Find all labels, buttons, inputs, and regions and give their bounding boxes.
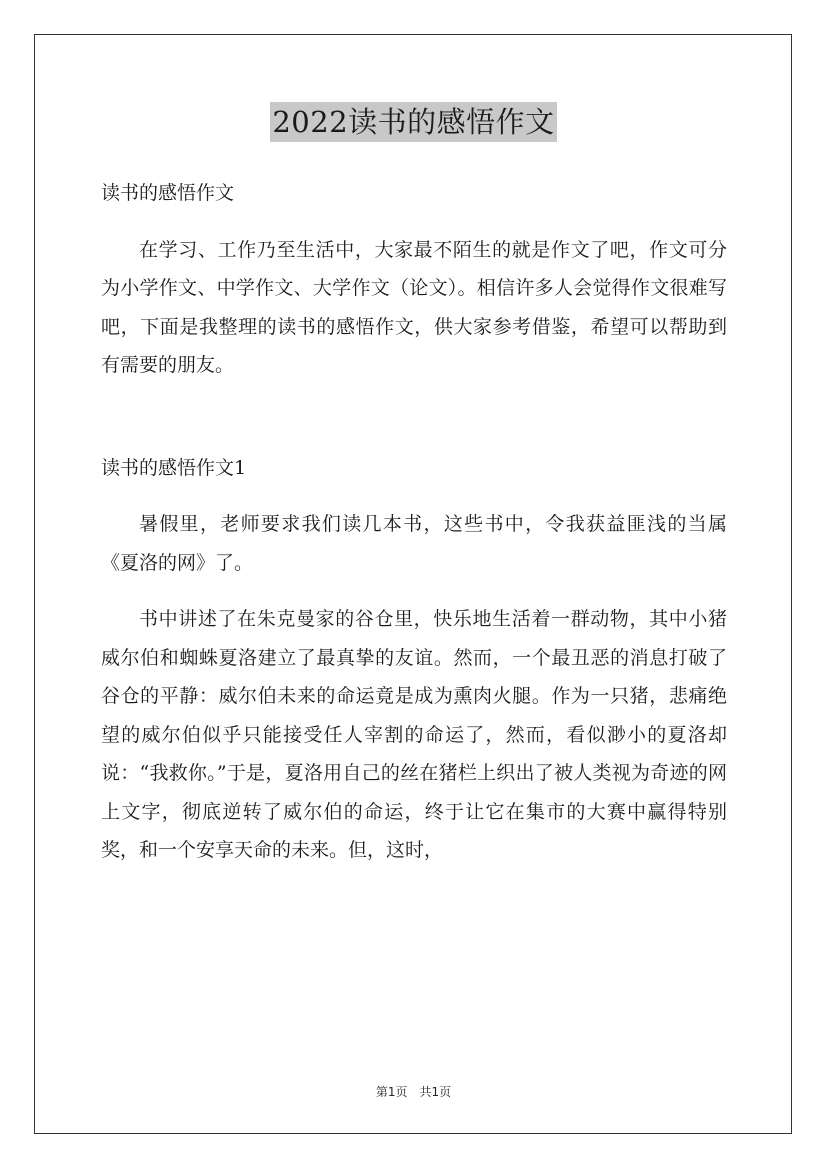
intro-paragraph: 在学习、工作乃至生活中，大家最不陌生的就是作文了吧，作文可分为小学作文、中学作文、大学作文（论文）。相信许多人会觉得作文很难写吧，下面是我整理的读书的感悟作文，供大家参考借鉴，希望可以帮助到有需要的朋友。 xyxy=(101,238,727,376)
page-footer: 第1页 共1页 xyxy=(375,1085,452,1099)
subtitle: 读书的感悟作文 xyxy=(101,182,235,204)
body-paragraph-2: 书中讲述了在朱克曼家的谷仓里，快乐地生活着一群动物，其中小猪威尔伯和蜘蛛夏洛建立了最真挚的友谊。然而，一个最丑恶的消息打破了谷仓的平静：威尔伯未来的命运竟是成为熏肉火腿。作为一只猪，悲痛绝望的威尔伯似乎只能接受任人宰割的命运了，然而，看似渺小的夏洛却说：“我救你。”于是，夏洛用自己的丝在猪栏上织出了被人类视为奇迹的网上文字，彻底逆转了威尔伯的命运，终于让它在集市的大赛中赢得特别奖，和一个安享天命的未来。但，这时， xyxy=(101,608,727,861)
document-body xyxy=(101,174,727,870)
section-heading: 读书的感悟作文1 xyxy=(101,456,247,479)
title-container xyxy=(0,102,827,142)
body-paragraph-1: 暑假里，老师要求我们读几本书，这些书中，令我获益匪浅的当属《夏洛的网》了。 xyxy=(101,513,727,574)
document-title: 2022读书的感悟作文 xyxy=(270,102,556,142)
